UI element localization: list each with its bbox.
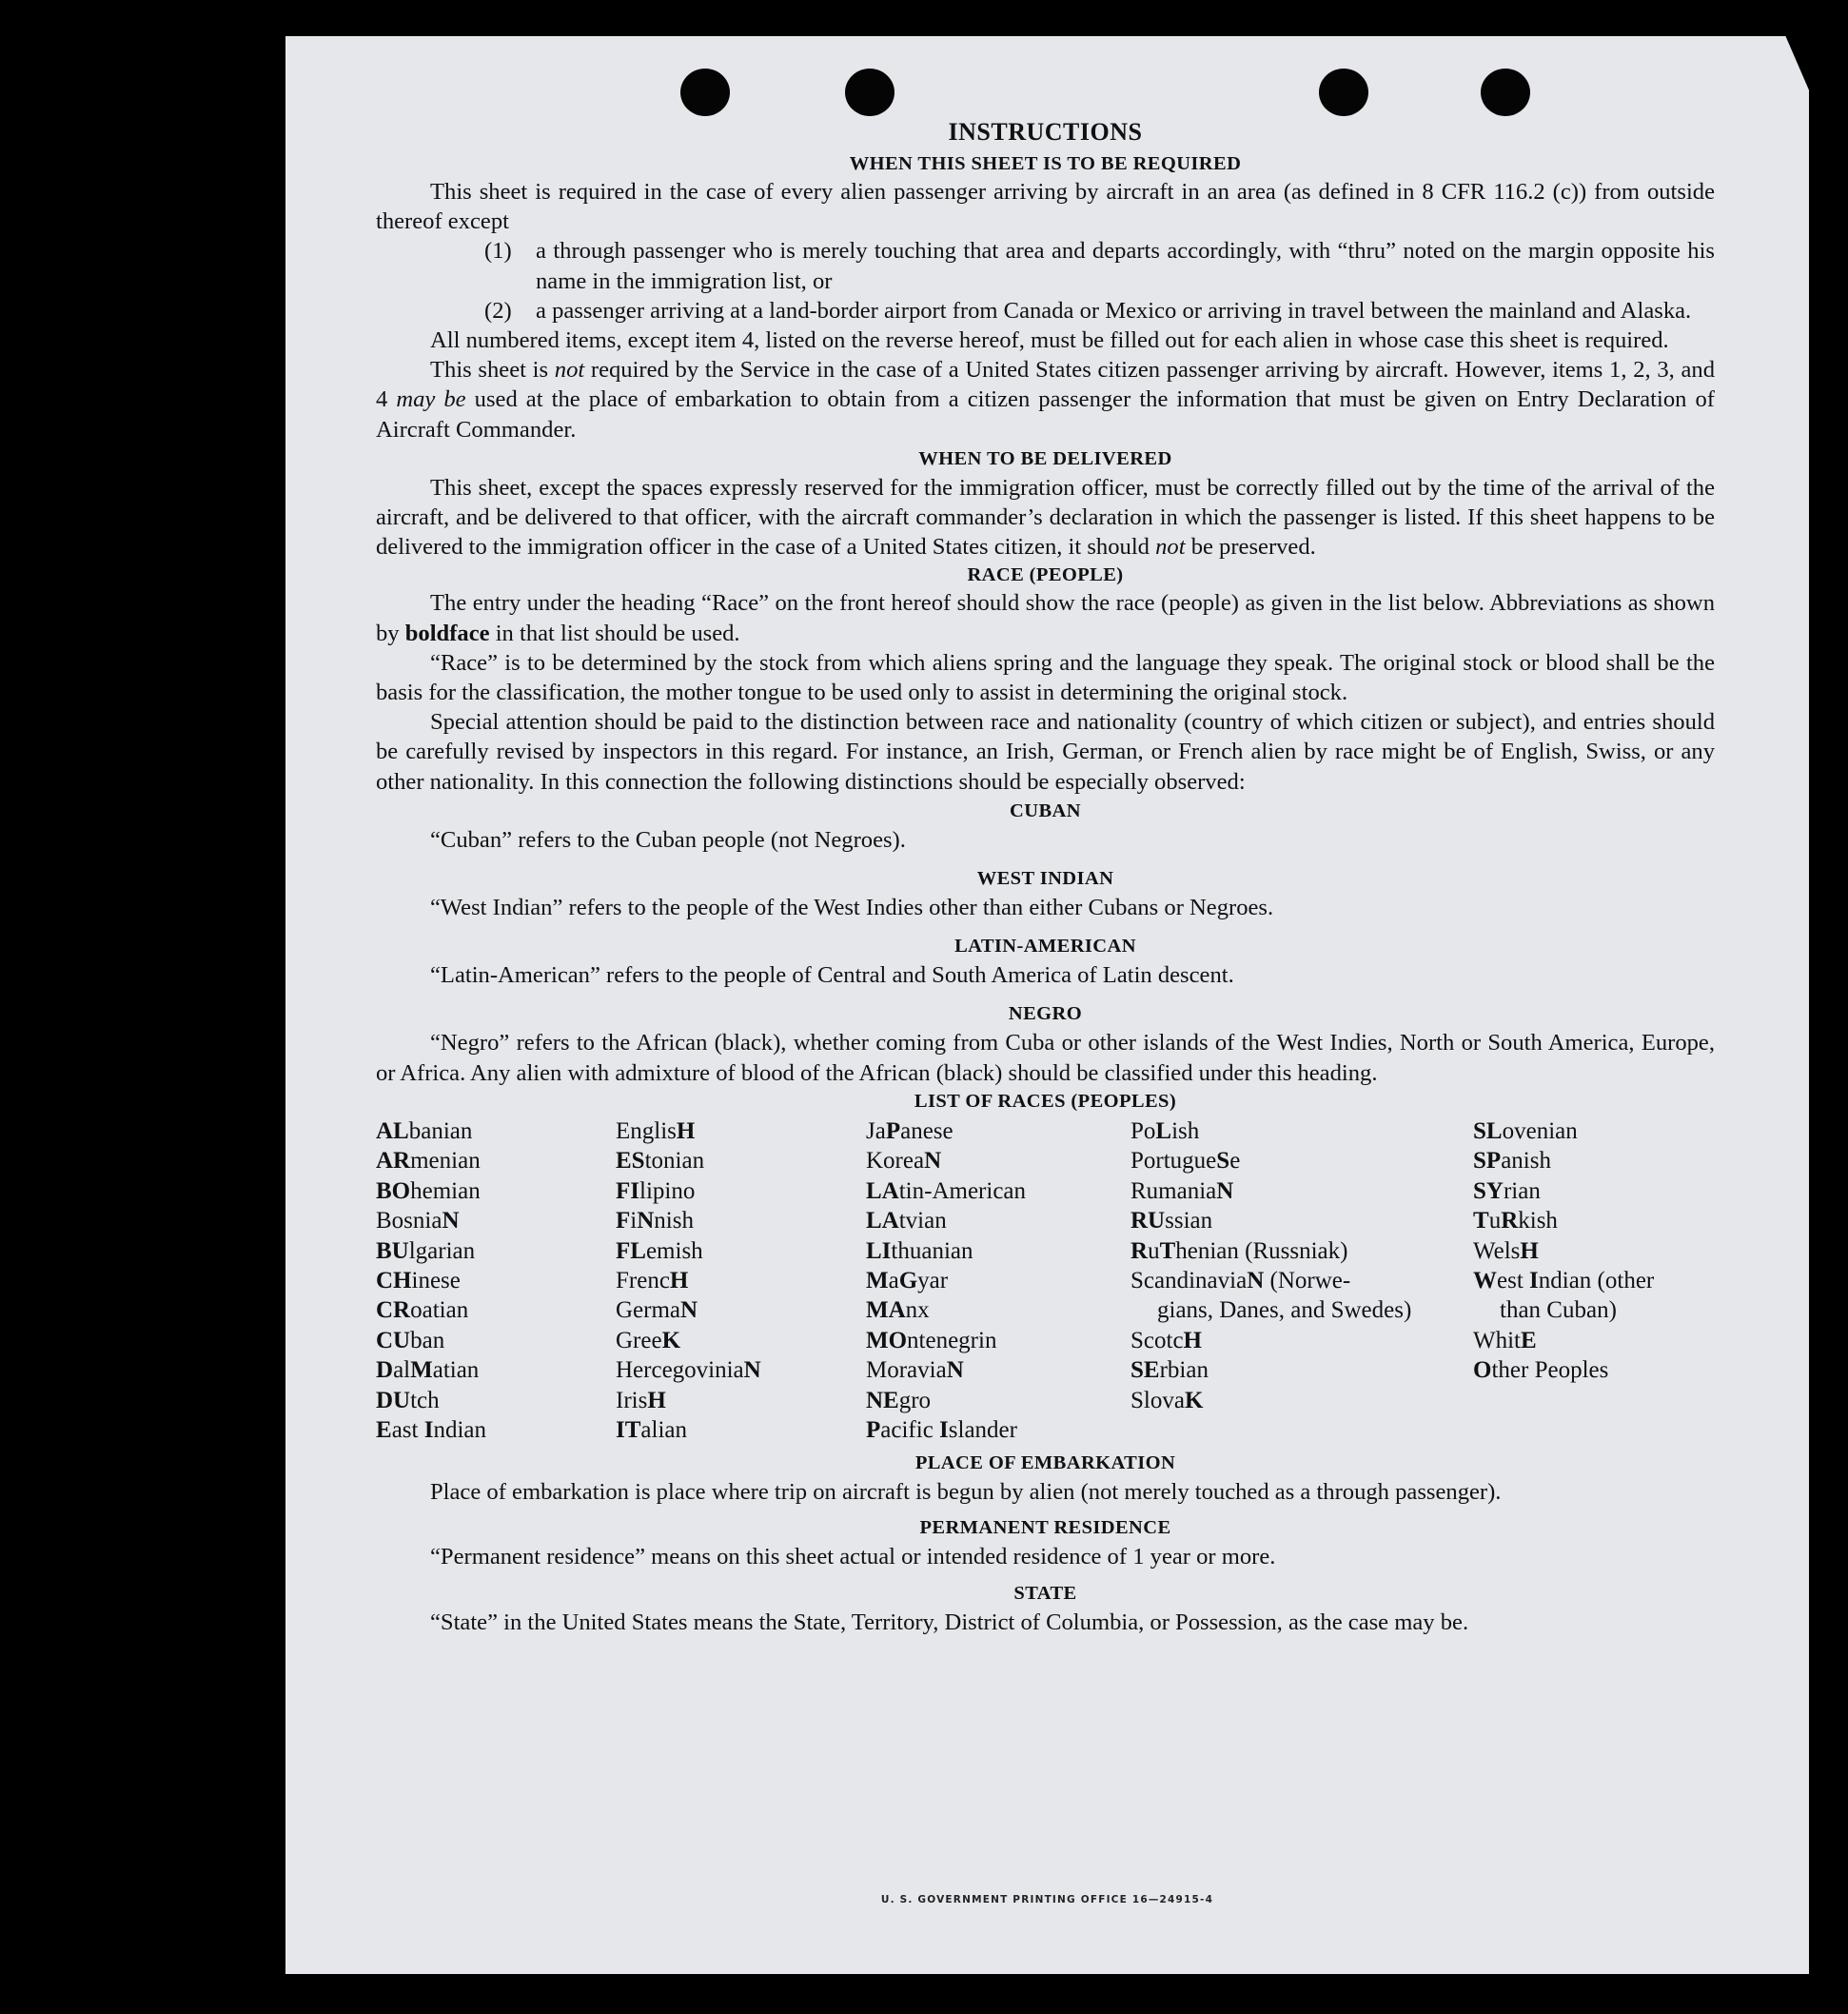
race-entry: FIlipino xyxy=(616,1177,696,1204)
item-text: a passenger arriving at a land-border airport from Canada or Mexico or arriving in travel between the mainland and Alaska. xyxy=(536,297,1692,324)
emphasis: not xyxy=(1155,534,1186,561)
race-entry: MOntenegrin xyxy=(866,1327,997,1353)
punch-hole xyxy=(1319,69,1368,116)
race-entry: CUban xyxy=(376,1327,445,1353)
race-entry: RUssian xyxy=(1130,1208,1213,1234)
race-entry: ScotcH xyxy=(1130,1327,1202,1353)
race-entry: MAnx xyxy=(866,1297,930,1324)
race-column xyxy=(866,1116,1130,1445)
torn-corner xyxy=(1785,35,1810,92)
race-entry: FiNnish xyxy=(616,1208,694,1234)
race-entry: FrencH xyxy=(616,1267,689,1293)
emphasis: not xyxy=(554,357,585,384)
heading-race: RACE (PEOPLE) xyxy=(967,564,1124,586)
race-entry: Pacific Islander xyxy=(866,1416,1017,1443)
race-entry: DalMatian xyxy=(376,1357,480,1384)
race-column xyxy=(616,1116,866,1445)
race-entry: DUtch xyxy=(376,1387,440,1413)
race-entry: West Indian (other than Cuban) xyxy=(1473,1267,1655,1324)
negro-text: “Negro” refers to the African (black), whether coming from Cuba or other islands of the West Indies, North or South America, Europe, or Africa. Any alien with admixture of blood of the African (black) should be classified under this heading. xyxy=(376,1030,1715,1086)
item-text: a through passenger who is merely touching that area and departs accordingly, with “thru” noted on the margin opposite his name in the immigration list, or xyxy=(536,238,1715,294)
page-title: INSTRUCTIONS xyxy=(948,118,1143,146)
race-entry: WelsH xyxy=(1473,1237,1539,1264)
cuban-text: “Cuban” refers to the Cuban people (not Negroes). xyxy=(430,826,906,853)
race-entry: ALbanian xyxy=(376,1117,473,1144)
embarkation-text: Place of embarkation is place where trip on aircraft is begun by alien (not merely touched as a through passenger). xyxy=(430,1479,1502,1506)
race-entry: WhitE xyxy=(1473,1327,1537,1353)
punch-hole xyxy=(845,69,895,116)
race-entry: NEgro xyxy=(866,1387,932,1413)
race-entry: MaGyar xyxy=(866,1267,949,1293)
race-entry: SPanish xyxy=(1473,1148,1551,1175)
item-number: (2) xyxy=(484,297,512,324)
race-para-3: Special attention should be paid to the distinction between race and nationality (country of which citizen or subject), and entries should be carefully revised by inspectors in this regard. For instance, an Irish, German, or French alien by race might be of English, Swiss, or any other nationality. In this connection the following distinctions should be especially observed: xyxy=(376,709,1715,795)
document-page xyxy=(285,36,1809,1974)
exception-item-2 xyxy=(376,296,1715,326)
race-list xyxy=(376,1116,1715,1445)
race-entry: ARmenian xyxy=(376,1148,481,1175)
document-body xyxy=(376,114,1715,1637)
race-entry: SYrian xyxy=(1473,1177,1541,1204)
race-entry: KoreaN xyxy=(866,1148,942,1175)
race-column xyxy=(376,1116,616,1445)
race-entry: LAtvian xyxy=(866,1208,947,1234)
heading-permanent-residence: PERMANENT RESIDENCE xyxy=(919,1516,1171,1538)
race-entry: ScandinaviaN (Norwe- gians, Danes, and Swedes) xyxy=(1130,1267,1412,1324)
race-para-1: The entry under the heading “Race” on the front hereof should show the race (people) as given in the list below. Abbreviations as shown by boldface in that list should be used. xyxy=(376,590,1715,646)
race-entry: JaPanese xyxy=(866,1117,953,1144)
delivered-para: This sheet, except the spaces expressly reserved for the immigration officer, must be correctly filled out by the time of the arrival of the aircraft, and be delivered to that officer, with the aircraft commander’s declaration in which the passenger is listed. If this sheet happens to be delivered to the immigration officer in the case of a United States citizen, it should not be preserved. xyxy=(376,474,1715,561)
heading-state: STATE xyxy=(1013,1582,1077,1604)
heading-latin-american: LATIN-AMERICAN xyxy=(954,936,1136,958)
permanent-residence-text: “Permanent residence” means on this sheet actual or intended residence of 1 year or more. xyxy=(430,1543,1276,1570)
race-entry: RumaniaN xyxy=(1130,1177,1234,1204)
west-indian-text: “West Indian” refers to the people of the West Indies other than either Cubans or Negroes. xyxy=(430,895,1274,921)
race-entry: SLovenian xyxy=(1473,1117,1578,1144)
printer-imprint: U. S. GOVERNMENT PRINTING OFFICE 16—24915-4 xyxy=(880,1894,1214,1905)
race-entry: ITalian xyxy=(616,1416,687,1443)
race-entry: SlovaK xyxy=(1130,1387,1204,1413)
required-para-3: This sheet is not required by the Service in the case of a United States citizen passenger arriving by aircraft. However, items 1, 2, 3, and 4 may be used at the place of embarkation to obtain from a citizen passenger the information that must be given on Entry Declaration of Aircraft Commander. xyxy=(376,357,1716,443)
race-entry: EStonian xyxy=(616,1148,705,1175)
race-column xyxy=(1130,1116,1473,1445)
heading-negro: NEGRO xyxy=(1008,1003,1083,1025)
race-entry: Other Peoples xyxy=(1473,1357,1609,1384)
race-entry: RuThenian (Russniak) xyxy=(1130,1237,1348,1264)
emphasis: may be xyxy=(396,386,466,413)
item-number: (1) xyxy=(484,238,512,265)
race-entry: BUlgarian xyxy=(376,1237,476,1264)
heading-cuban: CUBAN xyxy=(1010,800,1081,821)
state-text: “State” in the United States means the State, Territory, District of Columbia, or Possession, as the case may be. xyxy=(430,1609,1469,1635)
race-entry: CHinese xyxy=(376,1267,461,1293)
heading-delivered: WHEN TO BE DELIVERED xyxy=(918,447,1172,469)
heading-required: WHEN THIS SHEET IS TO BE REQUIRED xyxy=(849,153,1242,174)
race-para-2: “Race” is to be determined by the stock from which aliens spring and the language they speak. The original stock or blood shall be the basis for the classification, the mother tongue to be used only to assist in determining the original stock. xyxy=(376,649,1715,706)
race-column xyxy=(1473,1116,1715,1445)
punch-hole xyxy=(1481,69,1530,116)
race-entry: MoraviaN xyxy=(866,1357,964,1384)
race-entry: TuRkish xyxy=(1473,1208,1558,1234)
race-entry: FLemish xyxy=(616,1237,703,1264)
required-para-2: All numbered items, except item 4, listed on the reverse hereof, must be filled out for each alien in whose case this sheet is required. xyxy=(430,327,1669,354)
heading-embarkation: PLACE OF EMBARKATION xyxy=(914,1452,1176,1474)
race-entry: PoLish xyxy=(1130,1117,1200,1144)
required-para-1: This sheet is required in the case of every alien passenger arriving by aircraft in an area (as defined in 8 CFR 116.2 (c)) from outside thereof except xyxy=(376,179,1715,235)
emphasis: boldface xyxy=(404,620,490,646)
race-entry: CRoatian xyxy=(376,1297,469,1324)
race-entry: GermaN xyxy=(616,1297,698,1324)
race-entry: LIthuanian xyxy=(866,1237,973,1264)
race-entry: HercegoviniaN xyxy=(616,1357,761,1384)
race-entry: LAtin-American xyxy=(866,1177,1027,1204)
race-entry: PortugueSe xyxy=(1130,1148,1241,1175)
race-entry: SErbian xyxy=(1130,1357,1209,1384)
punch-hole xyxy=(680,69,730,116)
heading-list-of-races: LIST OF RACES (PEOPLES) xyxy=(914,1090,1177,1112)
race-entry: BosniaN xyxy=(376,1208,460,1234)
heading-west-indian: WEST INDIAN xyxy=(976,868,1114,890)
race-entry: GreeK xyxy=(616,1327,681,1353)
race-entry: BOhemian xyxy=(376,1177,481,1204)
race-entry: East Indian xyxy=(376,1416,486,1443)
exception-item-1 xyxy=(376,236,1715,295)
latin-american-text: “Latin-American” refers to the people of Central and South America of Latin descent. xyxy=(430,962,1234,989)
race-entry: EnglisH xyxy=(616,1117,696,1144)
race-entry: IrisH xyxy=(616,1387,666,1413)
